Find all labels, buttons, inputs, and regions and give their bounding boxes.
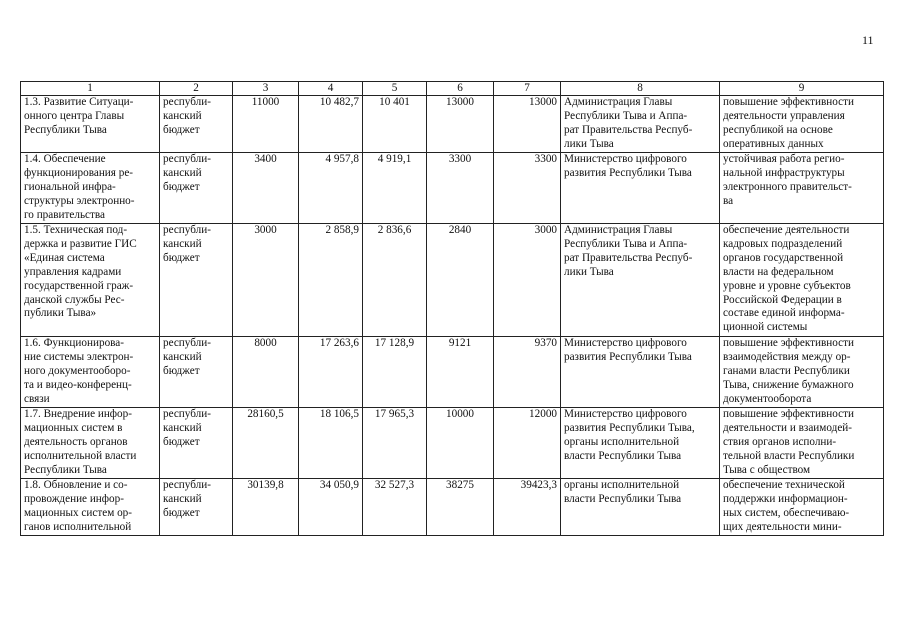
executor: Администрация Главы Республики Тыва и Аппа- рат Правительства Респуб- лики Тыва [561, 224, 720, 337]
value-col-3: 3000 [233, 224, 299, 337]
funding-source: республи- канский бюджет [160, 96, 233, 153]
col-header-5: 5 [363, 82, 427, 96]
value-col-3: 30139,8 [233, 479, 299, 536]
measure-name: 1.8. Обновление и со- провождение инфор- мационных систем ор- ганов исполнительной [21, 479, 160, 536]
measure-name: 1.6. Функционирова- ние системы электрон- ного документооборо- та и видео-конференц- связи [21, 337, 160, 408]
value-col-4: 17 263,6 [299, 337, 363, 408]
funding-source: республи- канский бюджет [160, 337, 233, 408]
col-header-9: 9 [720, 82, 884, 96]
budget-table [20, 81, 884, 536]
expected-result: повышение эффективности деятельности и взаимодей- ствия органов исполни- тельной власти Республики Тыва с обществом [720, 408, 884, 479]
value-col-7: 13000 [494, 96, 561, 153]
value-col-5: 2 836,6 [363, 224, 427, 337]
value-col-4: 4 957,8 [299, 153, 363, 224]
value-col-6: 9121 [427, 337, 494, 408]
measure-name: 1.5. Техническая под- держка и развитие ГИС «Единая система управления кадрами государственной граж- данской службы Рес- публики Тыва» [21, 224, 160, 337]
value-col-7: 9370 [494, 337, 561, 408]
col-header-1: 1 [21, 82, 160, 96]
header-row [21, 82, 884, 96]
value-col-6: 13000 [427, 96, 494, 153]
funding-source: республи- канский бюджет [160, 153, 233, 224]
executor: Администрация Главы Республики Тыва и Аппа- рат Правительства Респуб- лики Тыва [561, 96, 720, 153]
funding-source: республи- канский бюджет [160, 408, 233, 479]
value-col-7: 12000 [494, 408, 561, 479]
value-col-4: 18 106,5 [299, 408, 363, 479]
value-col-5: 32 527,3 [363, 479, 427, 536]
value-col-6: 2840 [427, 224, 494, 337]
measure-name: 1.3. Развитие Ситуаци- онного центра Главы Республики Тыва [21, 96, 160, 153]
executor: Министерство цифрового развития Республики Тыва, органы исполнительной власти Республики Тыва [561, 408, 720, 479]
table-row [21, 337, 884, 408]
value-col-3: 3400 [233, 153, 299, 224]
value-col-5: 17 965,3 [363, 408, 427, 479]
table-row [21, 479, 884, 536]
table-row [21, 408, 884, 479]
executor: органы исполнительной власти Республики Тыва [561, 479, 720, 536]
value-col-6: 38275 [427, 479, 494, 536]
value-col-7: 3300 [494, 153, 561, 224]
value-col-4: 34 050,9 [299, 479, 363, 536]
value-col-6: 3300 [427, 153, 494, 224]
value-col-7: 3000 [494, 224, 561, 337]
table-row [21, 224, 884, 337]
page-number: 11 [862, 33, 874, 47]
col-header-8: 8 [561, 82, 720, 96]
funding-source: республи- канский бюджет [160, 224, 233, 337]
value-col-5: 17 128,9 [363, 337, 427, 408]
executor: Министерство цифрового развития Республики Тыва [561, 153, 720, 224]
table-row [21, 153, 884, 224]
value-col-5: 10 401 [363, 96, 427, 153]
value-col-7: 39423,3 [494, 479, 561, 536]
expected-result: обеспечение деятельности кадровых подразделений органов государственной власти на федеральном уровне и уровне субъектов Российской Федерации в составе единой информа- ционной системы [720, 224, 884, 337]
table-row [21, 96, 884, 153]
expected-result: обеспечение технической поддержки информацион- ных систем, обеспечиваю- щих деятельности мини- [720, 479, 884, 536]
expected-result: повышение эффективности деятельности управления республикой на основе оперативных данных [720, 96, 884, 153]
value-col-3: 28160,5 [233, 408, 299, 479]
value-col-3: 8000 [233, 337, 299, 408]
col-header-3: 3 [233, 82, 299, 96]
col-header-2: 2 [160, 82, 233, 96]
col-header-7: 7 [494, 82, 561, 96]
value-col-3: 11000 [233, 96, 299, 153]
funding-source: республи- канский бюджет [160, 479, 233, 536]
value-col-4: 10 482,7 [299, 96, 363, 153]
col-header-6: 6 [427, 82, 494, 96]
expected-result: повышение эффективности взаимодействия между ор- ганами власти Республики Тыва, снижение бумажного документооборота [720, 337, 884, 408]
measure-name: 1.7. Внедрение инфор- мационных систем в деятельность органов исполнительной власти Республики Тыва [21, 408, 160, 479]
measure-name: 1.4. Обеспечение функционирования ре- гиональной инфра- структуры электронно- го правительства [21, 153, 160, 224]
value-col-6: 10000 [427, 408, 494, 479]
executor: Министерство цифрового развития Республики Тыва [561, 337, 720, 408]
value-col-5: 4 919,1 [363, 153, 427, 224]
col-header-4: 4 [299, 82, 363, 96]
value-col-4: 2 858,9 [299, 224, 363, 337]
expected-result: устойчивая работа регио- нальной инфраструктуры электронного правительст- ва [720, 153, 884, 224]
